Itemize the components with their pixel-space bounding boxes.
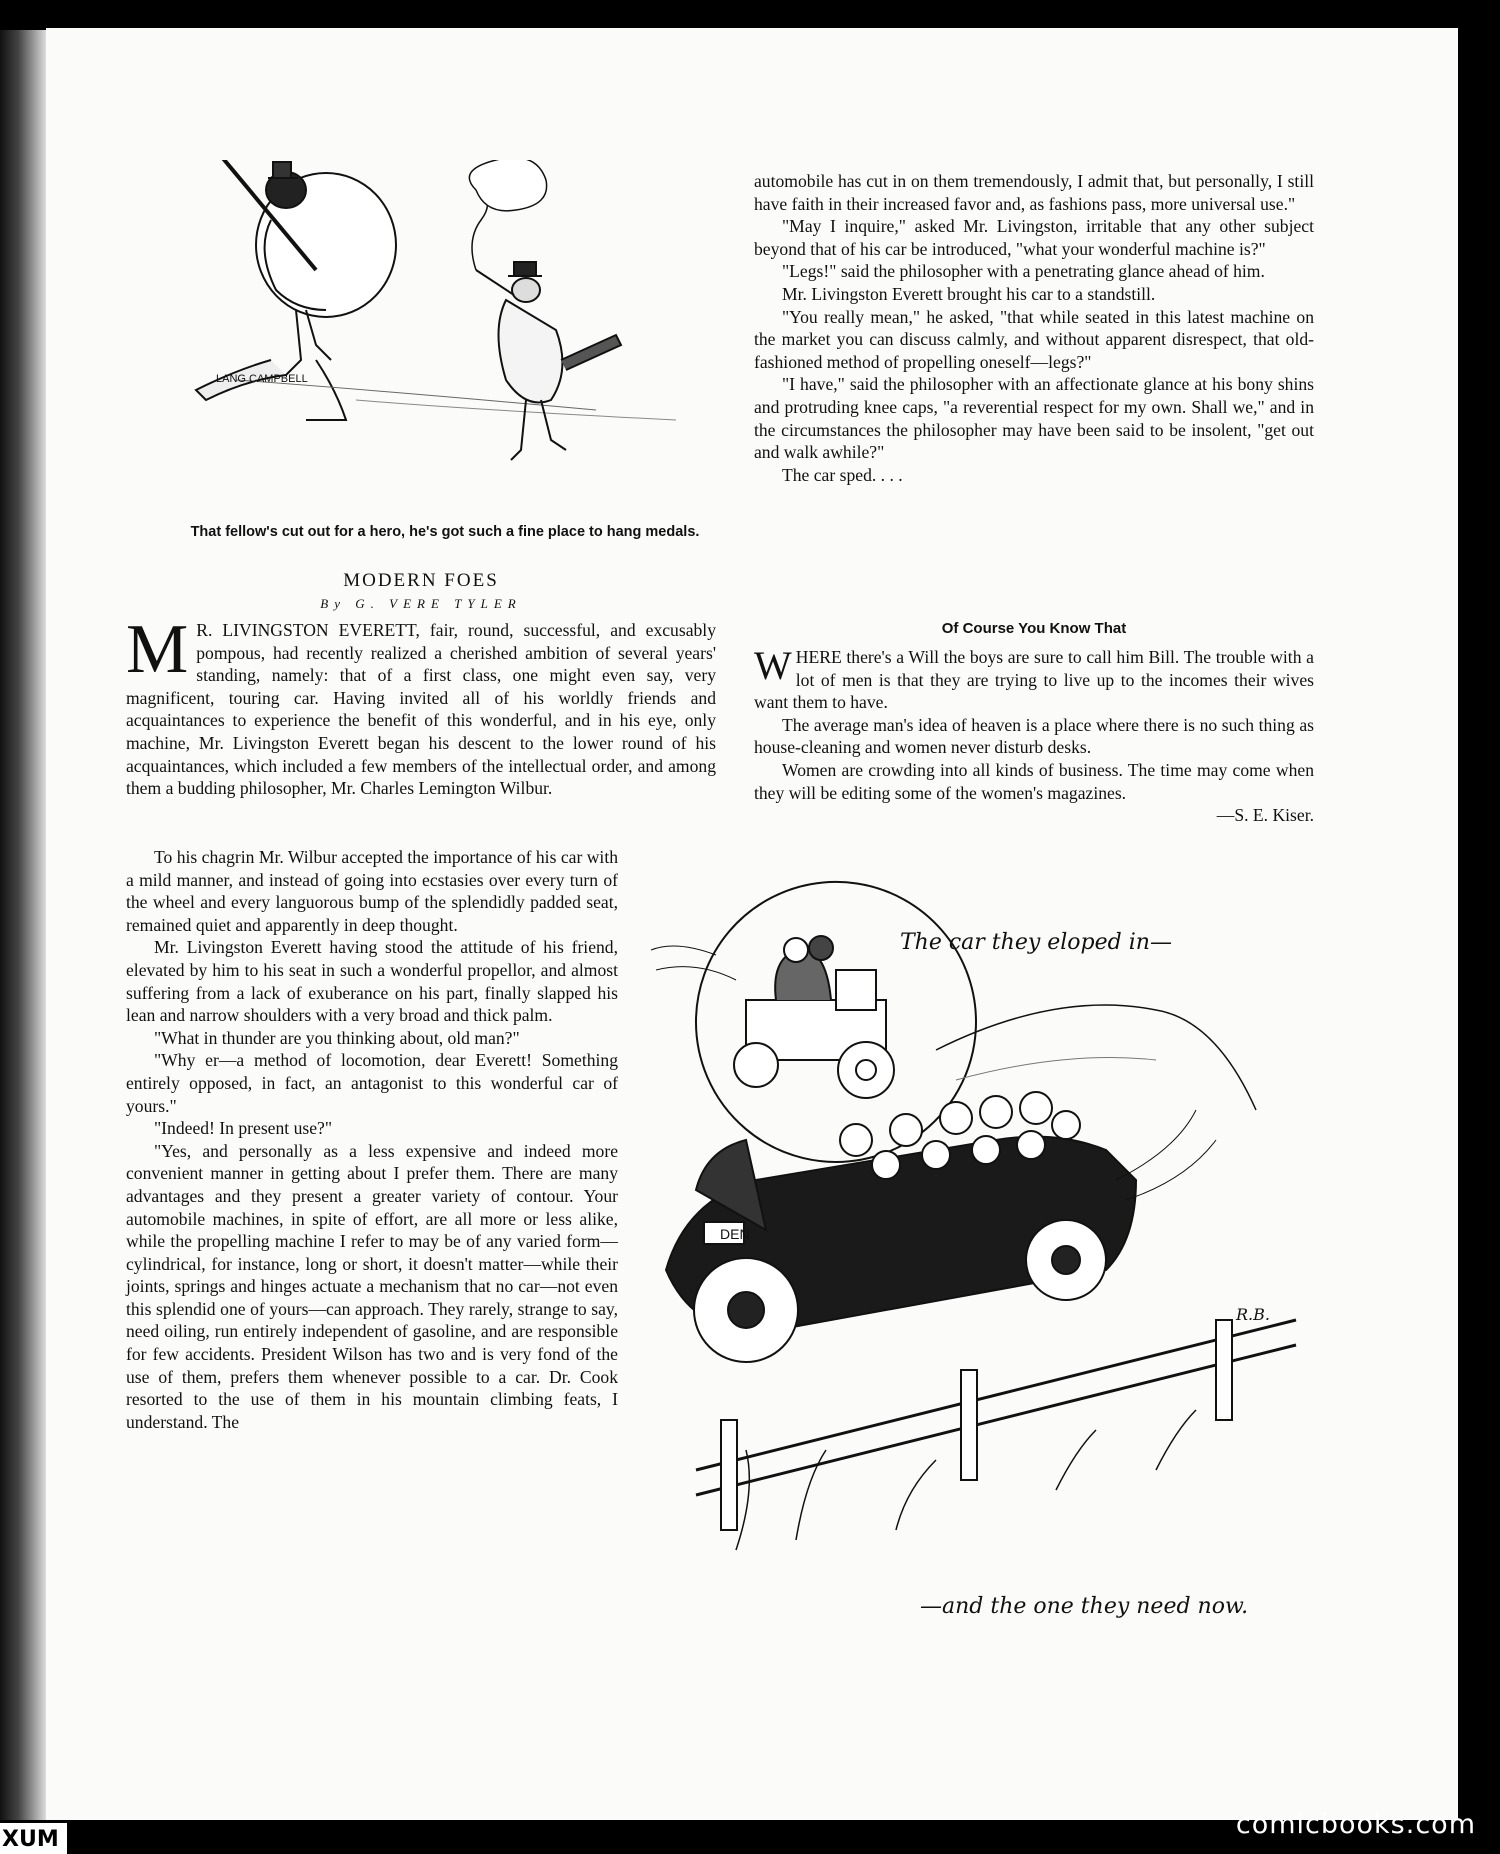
car-license-plate: DEN <box>720 1226 750 1242</box>
car-label-top: The car they eloped in— <box>900 930 1172 955</box>
article-byline: By G. VERE TYLER <box>320 596 522 611</box>
article-paragraph: To his chagrin Mr. Wilbur accepted the importance of his car with a mild manner, and instead of going into ecstasies over every turn of the wheel and every languorous bump of the splendidly padded seat, remained quiet and apparently in deep thought. <box>126 847 618 935</box>
car-cartoon <box>636 850 1316 1630</box>
sidebar-paragraph: Women are crowding into all kinds of business. The time may come when they will be editing some of the women's magazines. <box>754 759 1314 803</box>
article-right-column <box>754 170 1314 486</box>
article-paragraph: "I have," said the philosopher with an affectionate glance at his bony shins and protruding knee caps, "a reverential respect for my own. Shall we," and in the circumstances the philosopher may have been said to be insolent, "get out and walk awhile?" <box>754 374 1314 463</box>
article-paragraph: "What in thunder are you thinking about, old man?" <box>154 1027 520 1048</box>
corner-tag: XUM <box>0 1823 67 1854</box>
article-paragraph: "Indeed! In present use?" <box>154 1118 333 1139</box>
article-paragraph: "You really mean," he asked, "that while seated in this latest machine on the market you can discuss calmly, and without apparent disrespect, that old-fashioned method of propelling oneself—legs?" <box>754 306 1314 372</box>
car-artist-signature: R.B. <box>1236 1305 1270 1324</box>
sidebar-paragraph: HERE there's a Will the boys are sure to call him Bill. The trouble with a lot of men is that they are trying to live up to the incomes their wives want them to have. <box>754 647 1314 713</box>
bird-cartoon-caption: That fellow's cut out for a hero, he's got such a fine place to hang medals. <box>190 524 700 540</box>
article-paragraph: Mr. Livingston Everett brought his car to a standstill. <box>782 283 1156 304</box>
sidebar-title: Of Course You Know That <box>941 620 1127 637</box>
article-opening <box>126 611 716 800</box>
car-label-bottom: —and the one they need now. <box>920 1594 1249 1619</box>
article-paragraph: "Why er—a method of locomotion, dear Everett! Something entirely opposed, in fact, an antagonist to this wonderful car of yours." <box>126 1050 618 1116</box>
article-paragraph: The car sped. . . . <box>782 464 903 485</box>
bird-cartoon <box>176 160 736 520</box>
article-paragraph: automobile has cut in on them tremendously, I admit that, but personally, I still have faith in their increased favor and, as fashions pass, more universal use." <box>754 171 1314 214</box>
sidebar-signature: —S. E. Kiser. <box>1216 805 1314 826</box>
article-drop-cap: M <box>126 611 189 688</box>
article-paragraph: Mr. Livingston Everett having stood the attitude of his friend, elevated by him to his seat in such a wonderful propellor, and almost suffering from a lack of exuberance on his part, finally slapped his lean and narrow shoulders with a very broad and thick palm. <box>126 937 618 1026</box>
bird-cartoon-signature: LANG CAMPBELL <box>216 373 308 385</box>
article-paragraph: "Yes, and personally as a less expensive and indeed more convenient manner in getting about I prefer them. There are many advantages and they present a greater variety of contour. Your automobile machines, in spite of effort, are all more or less alike, while the propelling machine I refer to may be of any varied form—cylindrical, for instance, long or short, it doesn't matter—while their joints, springs and hinges actuate a mechanism that no car—not even this splendid one of yours—can approach. They rarely, strange to say, need oiling, run entirely independent of gasoline, and are responsible for few accidents. President Wilson has two and is very fond of the use of them, prefers them whenever possible to a car. Dr. Cook resorted to the use of them in his mountain climbing feats, I understand. The <box>126 1140 618 1432</box>
watermark-text: comicbooks.com <box>1235 1809 1476 1840</box>
sidebar-text <box>754 643 1314 827</box>
article-para-1: R. LIVINGSTON EVERETT, fair, round, successful, and excusably pompous, had recently realized a cherished ambition of several years' standing, namely: that of a first class, one might even say, very magnificent, touring car. Having invited all of his worldly friends and acquaintances to experience the benefit of this wonderful, and in his eye, only machine, Mr. Livingston Everett began his descent to the lower round of his acquaintances, which included a few members of the intellectual order, and among them a budding philosopher, Mr. Charles Lemington Wilbur. <box>126 620 716 799</box>
article-title: MODERN FOES <box>343 570 499 591</box>
article-paragraph: "Legs!" said the philosopher with a penetrating glance ahead of him. <box>782 261 1265 282</box>
article-paragraph: "May I inquire," asked Mr. Livingston, irritable that any other subject beyond that of his car be introduced, "what your wonderful machine is?" <box>754 216 1314 259</box>
article-narrow-column <box>126 846 618 1433</box>
sidebar-paragraph: The average man's idea of heaven is a place where there is no such thing as house-cleaning and women never disturb desks. <box>754 714 1314 758</box>
page-spine-shadow <box>0 30 46 1820</box>
sidebar-drop-cap: W <box>754 643 792 688</box>
